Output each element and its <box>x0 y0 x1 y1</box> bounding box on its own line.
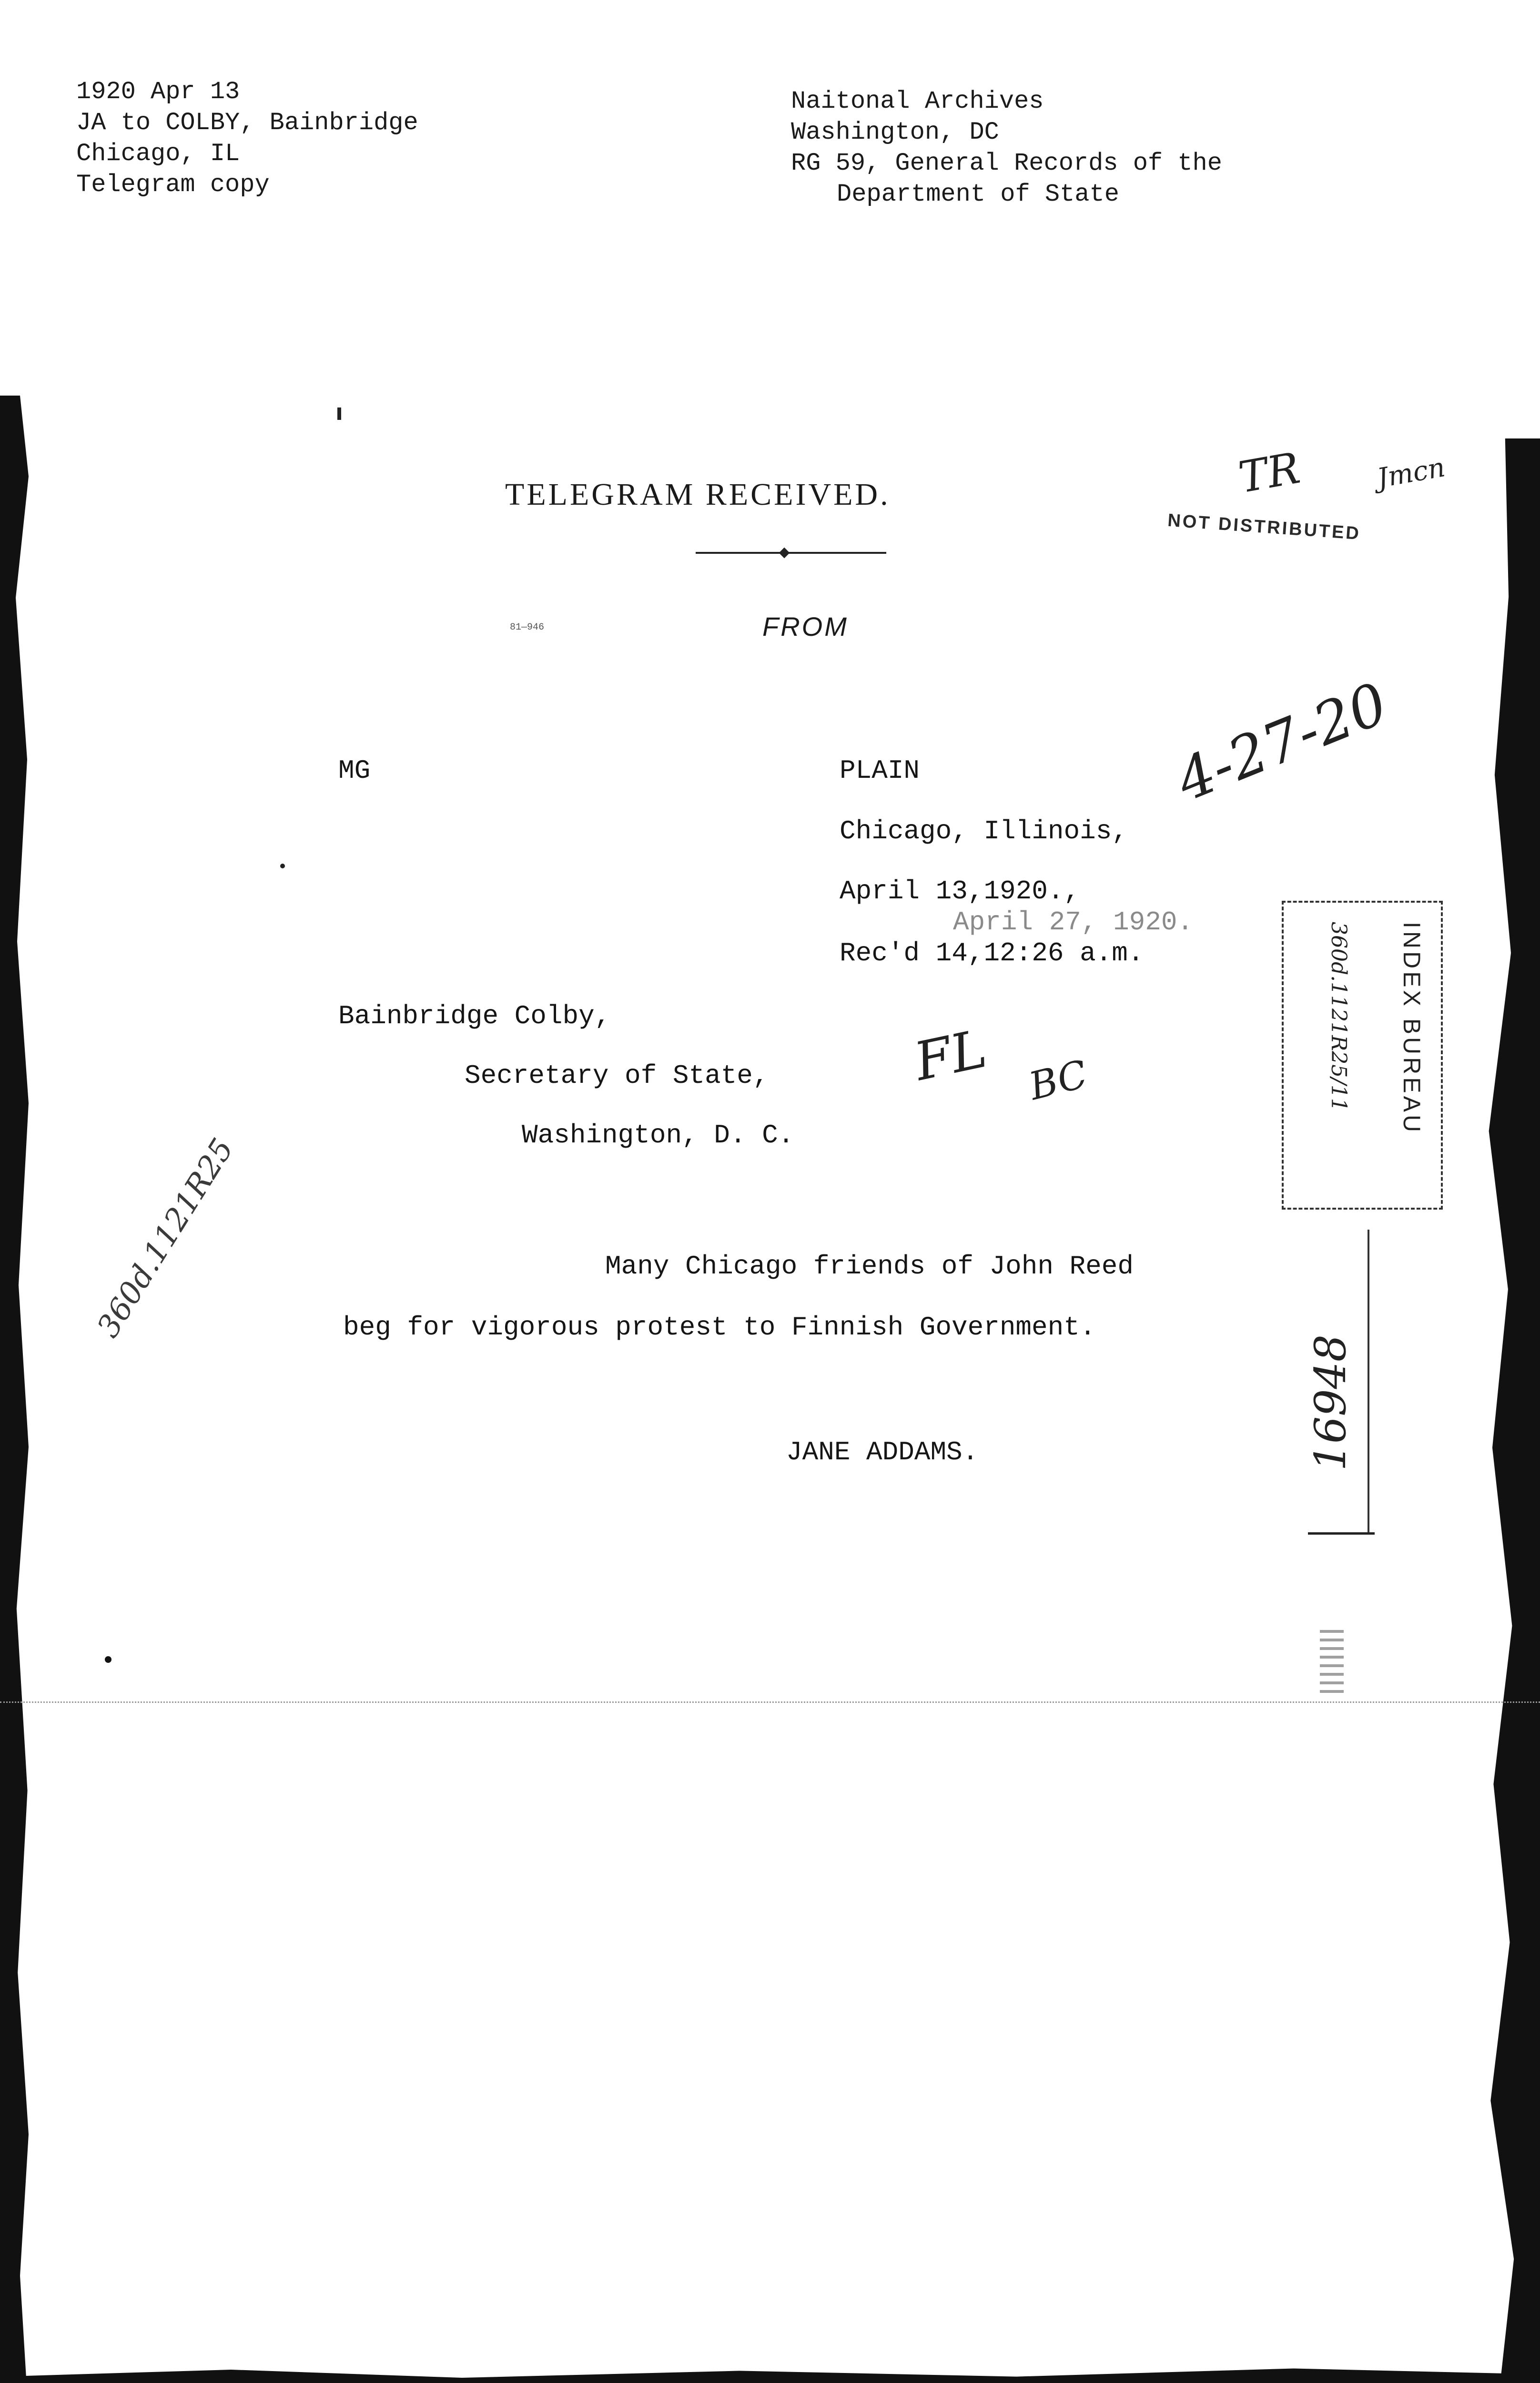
vertical-number-rule <box>1368 1230 1369 1535</box>
scan-border-bottom <box>0 2359 1540 2383</box>
scan-border-left <box>0 396 29 2383</box>
ink-speck <box>337 407 341 420</box>
margin-file-number: 360d.1121R25 <box>91 1132 241 1344</box>
heading-rule-ornament <box>779 548 790 559</box>
handwritten-date: 4-27-20 <box>1167 670 1397 815</box>
message-line-2: beg for vigorous protest to Finnish Government. <box>343 1312 1096 1343</box>
cover-note-archive-city: Washington, DC <box>791 118 999 146</box>
underline-mark <box>1308 1532 1375 1535</box>
signature: JANE ADDAMS. <box>786 1437 979 1467</box>
addressee-title: Secretary of State, <box>465 1060 769 1091</box>
telegram-heading: TELEGRAM RECEIVED. <box>505 477 891 512</box>
initials-1: FL <box>909 1018 992 1093</box>
cover-note-right <box>791 86 1222 210</box>
vertical-file-number: 16948 <box>1306 1334 1356 1471</box>
ink-speck <box>280 864 285 868</box>
initials-top-2: Jmcn <box>1375 452 1448 494</box>
initials-top: TR <box>1235 443 1304 503</box>
index-bureau-stamp <box>1282 901 1443 1210</box>
cover-note-archive: Naitonal Archives <box>791 87 1044 115</box>
cover-note-correspondents: JA to COLBY, Bainbridge <box>76 109 418 137</box>
index-file-number: 360d.1121R25/11 <box>1327 922 1351 1112</box>
from-label: FROM <box>762 611 849 642</box>
cover-note-location: Chicago, IL <box>76 140 240 168</box>
initials-2: BC <box>1024 1051 1092 1109</box>
index-bureau-label: INDEX BUREAU <box>1398 922 1425 1135</box>
cover-note-doc-type: Telegram copy <box>76 171 270 199</box>
form-number: 81—946 <box>510 622 545 633</box>
origin: Chicago, Illinois, <box>840 816 1128 846</box>
cover-note-date: 1920 Apr 13 <box>76 78 240 106</box>
heading-rule <box>696 552 886 554</box>
cover-note-department: Department of State <box>837 180 1119 208</box>
ink-speck <box>105 1656 111 1663</box>
ink-speck <box>1320 1630 1344 1697</box>
date-stamp: April 27, 1920. <box>953 907 1194 937</box>
fold-crease <box>0 1701 1540 1703</box>
addressee-name: Bainbridge Colby, <box>338 1001 611 1031</box>
message-line-1: Many Chicago friends of John Reed <box>605 1251 1134 1282</box>
classification: PLAIN <box>840 755 920 786</box>
scan-border-right <box>1482 438 1540 2383</box>
cover-note-left <box>76 76 418 200</box>
sender-code: MG <box>338 755 371 786</box>
cover-note-record-group: RG 59, General Records of the <box>791 149 1222 177</box>
date-sent: April 13,1920., <box>840 876 1080 906</box>
not-distributed-stamp: NOT DISTRIBUTED <box>1167 510 1362 544</box>
received-time: Rec'd 14,12:26 a.m. <box>840 938 1144 968</box>
addressee-city: Washington, D. C. <box>522 1120 794 1151</box>
